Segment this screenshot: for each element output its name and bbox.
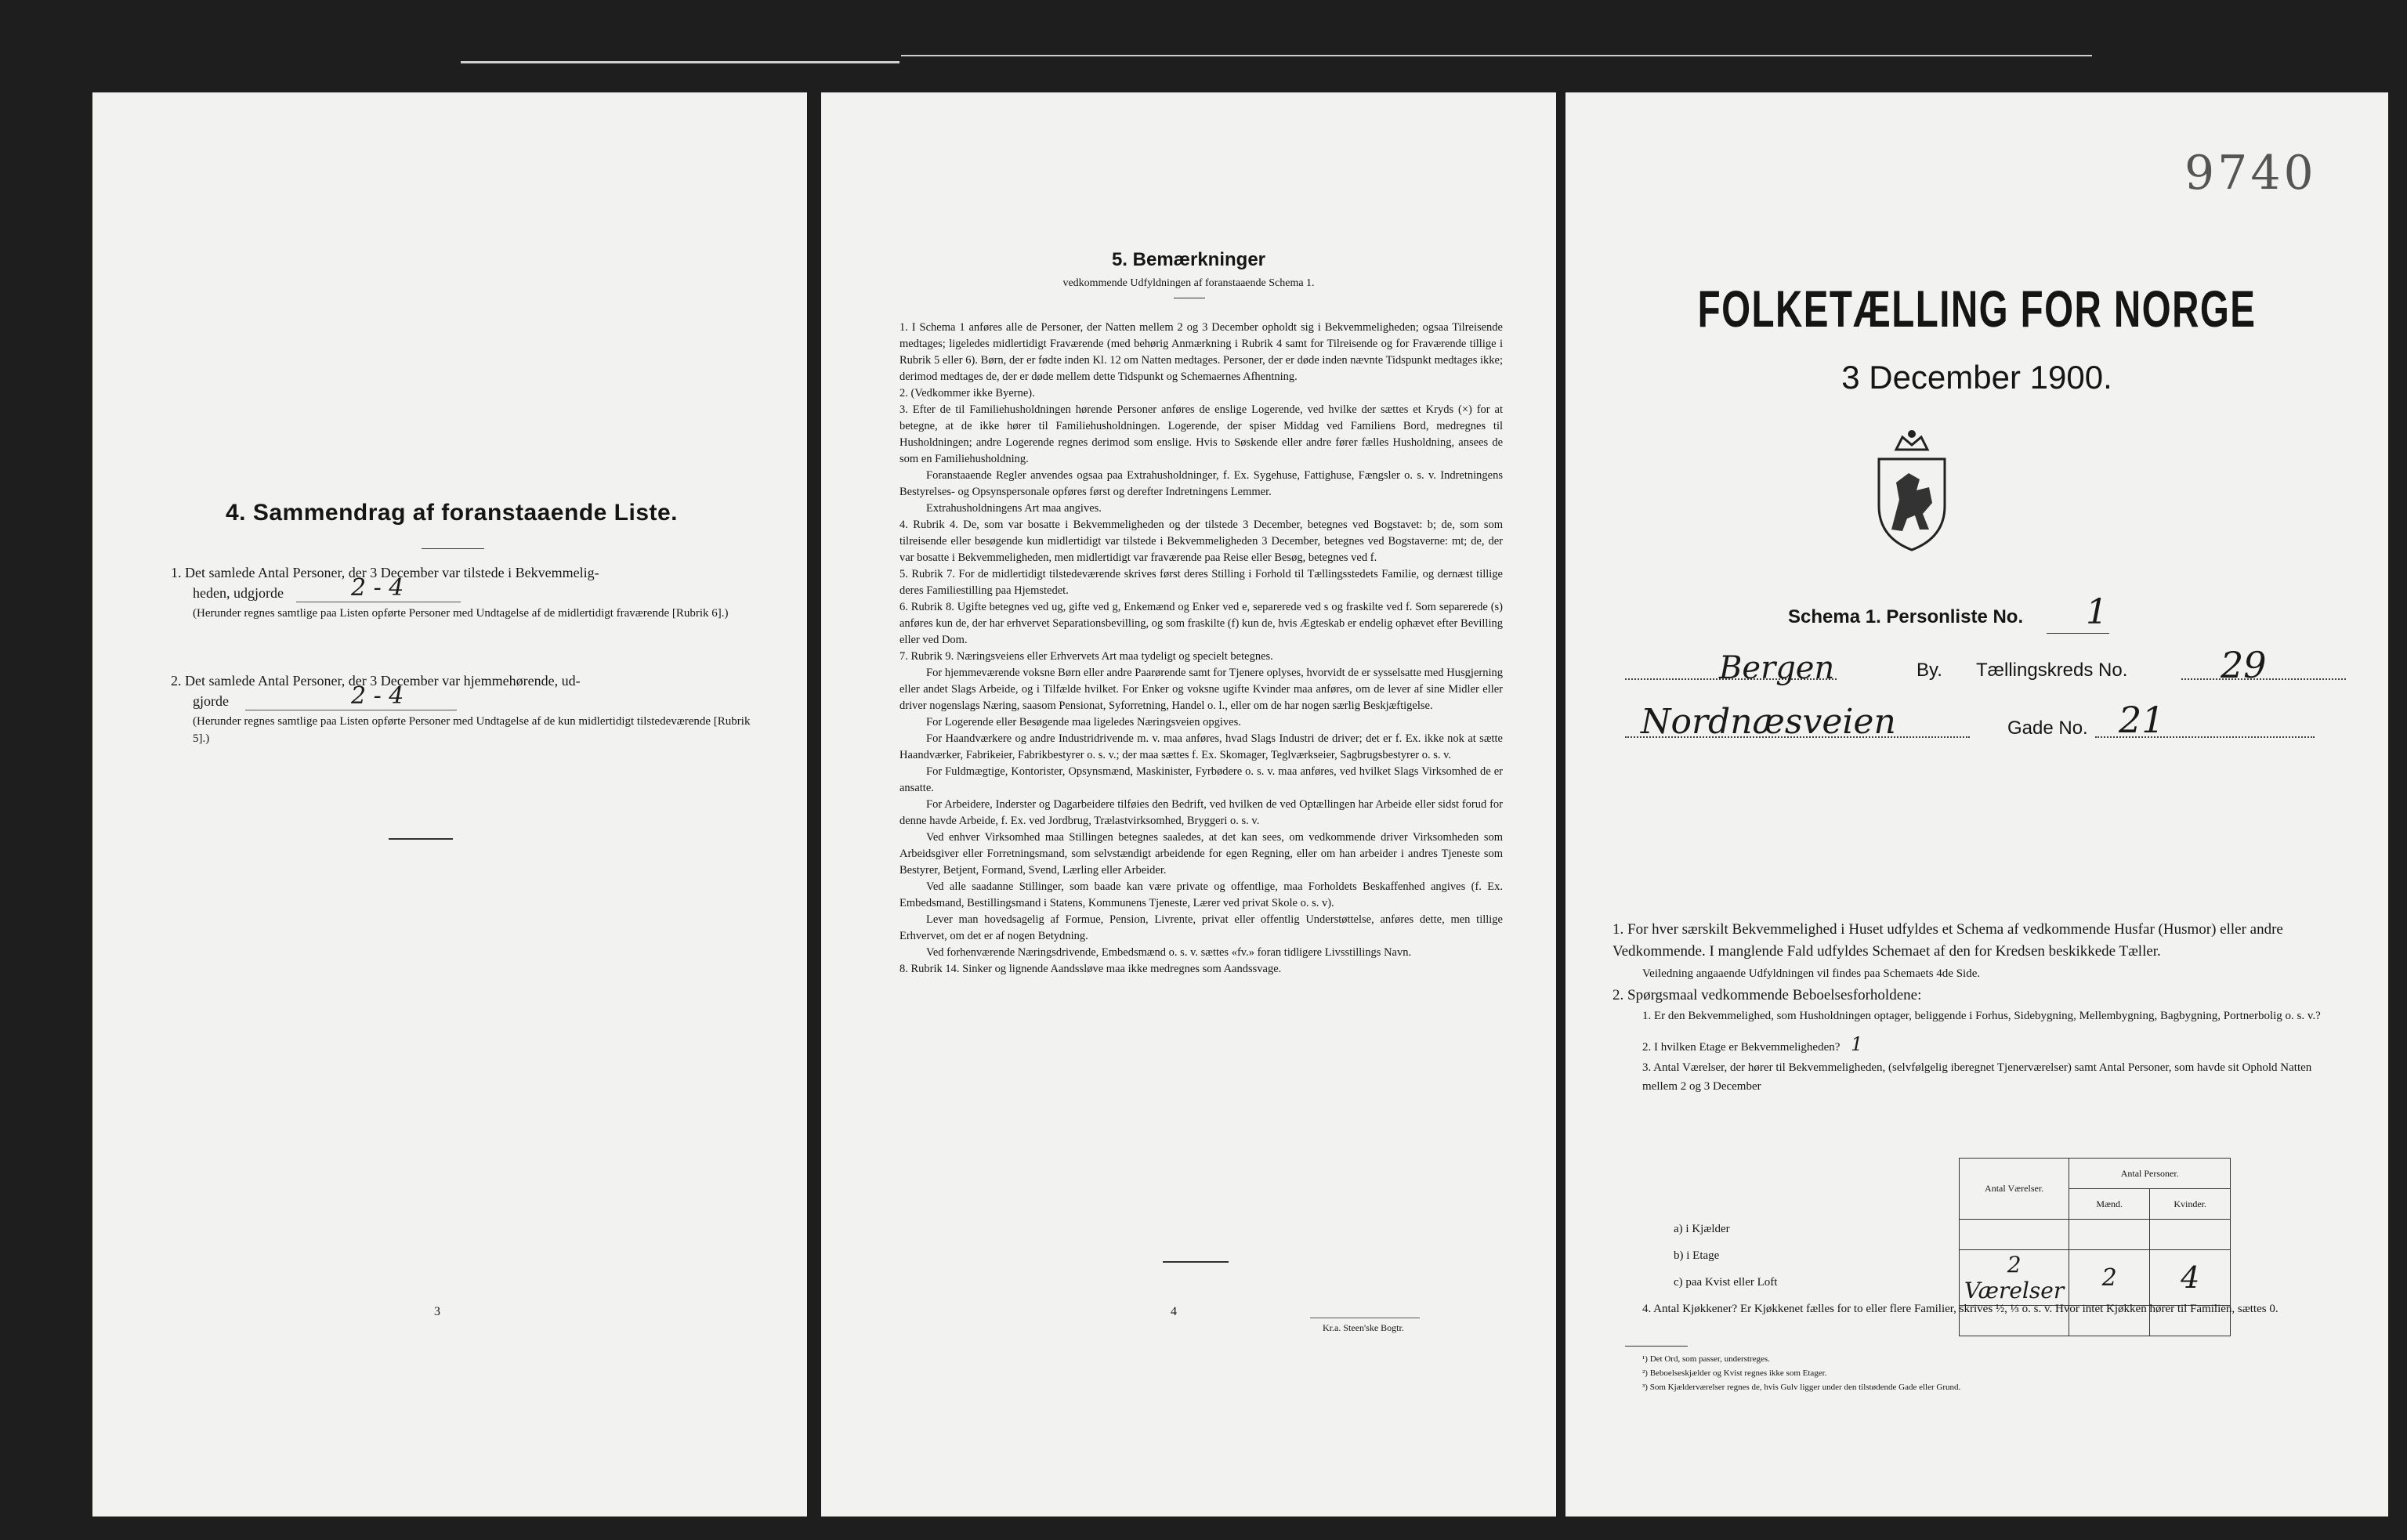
remark-paragraph: 2. (Vedkommer ikke Byerne). (899, 387, 1035, 399)
schema-fill (2047, 633, 2109, 634)
footnote-1: ¹) Det Ord, som passer, understreges. (1642, 1354, 1770, 1364)
row-a-label: a) i Kjælder (1674, 1223, 1730, 1235)
table-row (1960, 1250, 2231, 1306)
city-suffix: By. (1917, 660, 1942, 681)
footnotes (1642, 1352, 2347, 1394)
para-1: 1. For hver særskilt Bekvemmelighed i Huset udfyldes et Schema af vedkommende Husfar (Husmor) eller andre Vedkommende. I manglende Fald udfyldes Schemaet af den for Kredsen beskikkede Tæller. (1613, 921, 2283, 960)
street-label: Gade No. (2007, 718, 2088, 739)
top-edge-line (901, 55, 2092, 56)
remark-paragraph: Ved alle saadanne Stillinger, som baade kan være private og offentlige, maa Forholdets Beskaffenhed angives (f. Ex. Embedsmand, Bestillingsmand i Statens, Kommunens Tjeneste, Lærer ved privat Skole o. s. v). (899, 880, 1503, 909)
item1-handwritten: 2 - 4 (351, 574, 404, 602)
remark-paragraph: Ved enhver Virksomhed maa Stillingen betegnes saaledes, at det kan sees, om vedkommende driver Virksomheden som Arbeidsgiver eller Forretningsmand, som selvstændigt arbeidende for egen Regning, eller om han arbeider i andres Tjeneste som Bestyrer, Betjent, Formand, Svend, Lærling eller Arbeider. (899, 831, 1503, 877)
item2-line-b: gjorde (193, 693, 229, 709)
row-a-women (2150, 1220, 2231, 1250)
row-labels (1674, 1216, 1777, 1296)
instructions-body (1613, 919, 2349, 1096)
question-1: 1. Er den Bekvemmelighed, som Husholdningen optager, beliggende i Forhus, Sidebygning, Mellembygning, Bagbygning, Portnerbolig o. s. v.? (1642, 1010, 2321, 1022)
top-edge-line (461, 61, 899, 63)
question-2-answer: 1 (1851, 1033, 1863, 1055)
middle-page (821, 92, 1556, 1517)
district-number: 29 (2221, 644, 2267, 686)
right-page (1565, 92, 2388, 1517)
census-title: FOLKETÆLLING FOR NORGE (1697, 280, 2257, 338)
city-line (1625, 645, 2346, 692)
row-b-women: 4 (2150, 1250, 2231, 1306)
remarks-body (899, 320, 1503, 978)
street-handwritten: Nordnæsveien (1641, 702, 1896, 742)
item2-note: (Herunder regnes samtlige paa Listen opførte Personer med Undtagelse af de kun midlertidigt tilstedeværende [Rubrik 5].) (193, 715, 751, 745)
row-b-rooms: 2 Værelser (1960, 1250, 2069, 1306)
remark-paragraph: 3. Efter de til Familiehusholdningen hørende Personer anføres de enslige Logerende, ved hvilke der sættes et Kryds (×) for at betegne, at de ikke hører til Familiehusholdningen. Logerende, der spiser Middag ved Familiens Bord, medregnes til Husholdningen; andre Logerende regnes derimod som enslige. Hvis to Søskende eller andre fører fælles Husholdning, ansees de som en Familiehusholdning. (899, 403, 1503, 465)
header-persons: Antal Personer. (2069, 1159, 2231, 1189)
item1-line-b: heden, udgjorde (193, 585, 284, 601)
remarks-title: 5. Bemærkninger (1111, 249, 1266, 270)
remark-paragraph: For Fuldmægtige, Kontorister, Opsynsmænd, Maskinister, Fyrbødere o. s. v. maa anføres, ved hvilket Slags Virksomhed de er ansatte. (899, 765, 1503, 794)
para-2: 2. Spørgsmaal vedkommende Beboelsesforholdene: (1613, 987, 1922, 1003)
remark-paragraph: 4. Rubrik 4. De, som var bosatte i Bekvemmeligheden og der tilstede 3 December, betegnes ved Bogstavet: b; de, som som tilreisende eller besøgende kun midlertidigt var tilstede i Bekvemmeligheden 3 December, betegnes ved Bogstaverne: mt; de, der var bosatte i Bekvemmeligheden, men midlertidigt var fraværende paa Reise eller Besøg, betegnes ved f. (899, 519, 1503, 564)
row-b-men: 2 (2069, 1250, 2150, 1306)
footnote-3: ³) Som Kjælderværelser regnes de, hvis Gulv ligger under den tilstødende Gade eller Grund. (1642, 1383, 1961, 1392)
remark-paragraph: 6. Rubrik 8. Ugifte betegnes ved ug, gifte ved g, Enkemænd og Enker ved e, separerede ved s og fraskilte ved f. Som separerede (s) anføres kun de, der har erhvervet Separationsbevilling, og som fraskilte (f) kun de, hvis Ægteskab er endelig ophævet efter Bevilling eller ved Dom. (899, 601, 1503, 646)
remark-paragraph: For Logerende eller Besøgende maa ligeledes Næringsveien opgives. (926, 716, 1241, 728)
street-number-fill (2095, 736, 2315, 739)
header-men: Mænd. (2069, 1189, 2150, 1220)
question-4: 4. Antal Kjøkkener? Er Kjøkkenet fælles for to eller flere Familier, skrives ½, ⅓ o. s. v. Hvor intet Kjøkken hører til Familien, sættes 0. (1642, 1303, 2279, 1315)
summary-title: 4. Sammendrag af foranstaaende Liste. (226, 500, 679, 526)
street-line (1625, 699, 2346, 749)
remark-paragraph: Extrahusholdningens Art maa angives. (926, 502, 1102, 515)
question-3: 3. Antal Værelser, der hører til Bekvemmeligheden, (selvfølgelig iberegnet Tjenerværelser) samt Antal Personer, som havde sit Ophold Natten mellem 2 og 3 December (1642, 1061, 2312, 1093)
remark-paragraph: For hjemmeværende voksne Børn eller andre Paarørende samt for Tjenere oplyses, hvorvidt de er sysselsatte med Husgjerning eller andet Slags Arbeide, og i Tilfælde hvilket. For Enker og voksne ugifte Kvinder maa anføres, om de lever af sine Midler eller driver nogenslags Næring, saasom Pensionat, Syforretning, Handel o. l., eller om de har nogen særlig Beskjæftigelse. (899, 667, 1503, 712)
remark-paragraph: Foranstaaende Regler anvendes ogsaa paa Extrahusholdninger, f. Ex. Sygehuse, Fattighuse, Fængsler o. s. v. Indretningens Bestyrelses- og Opsynspersonale opføres først og derefter Indretningens Lemmer. (899, 469, 1503, 498)
footnote-rule (1625, 1346, 1688, 1347)
city-handwritten: Bergen (1719, 650, 1835, 686)
census-date: 3 December 1900. (1841, 359, 2112, 396)
summary-item-2 (171, 671, 751, 747)
remark-paragraph: Ved forhenværende Næringsdrivende, Embedsmænd o. s. v. sættes «fv.» foran tidligere Livsstillings Navn. (926, 946, 1412, 959)
end-rule (1163, 1261, 1229, 1263)
para-1-note: Veiledning angaaende Udfyldningen vil findes paa Schemaets 4de Side. (1642, 967, 1981, 980)
schema-line (1788, 592, 2195, 638)
item1-line-a: 1. Det samlede Antal Personer, der 3 December var tilstede i Bekvemmelig- (171, 565, 599, 580)
row-a-rooms (1960, 1220, 2069, 1250)
item1-note: (Herunder regnes samtlige paa Listen opførte Personer med Undtagelse af de midlertidigt fraværende [Rubrik 6].) (193, 607, 729, 620)
row-a-men (2069, 1220, 2150, 1250)
header-rooms: Antal Værelser. (1960, 1159, 2069, 1220)
district-label: Tællingskreds No. (1976, 660, 2128, 681)
street-fill (1625, 736, 1970, 739)
schema-label: Schema 1. Personliste No. (1788, 606, 2024, 627)
remark-paragraph: 8. Rubrik 14. Sinker og lignende Aandssløve maa ikke medregnes som Aandssvage. (899, 963, 1282, 975)
printer-mark: Kr.a. Steen'ske Bogtr. (1323, 1322, 1404, 1333)
remark-paragraph: For Arbeidere, Inderster og Dagarbeidere tilføies den Bedrift, ved hvilken de ved Optællingen har Arbeide eller sidst forud for denne havde Arbeide, f. Ex. ved Jordbrug, Trælastvirksomhed, Bryggeri o. s. v. (899, 798, 1503, 827)
table-row (1960, 1220, 2231, 1250)
stamp-number: 9740 (2184, 146, 2317, 201)
question-2: 2. I hvilken Etage er Bekvemmeligheden? (1642, 1041, 1841, 1054)
item1-line-b-wrap (171, 574, 751, 605)
page-number-4: 4 (1171, 1305, 1177, 1318)
item2-line-b-wrap (171, 682, 751, 713)
remark-paragraph: 5. Rubrik 7. For de midlertidigt tilstedeværende skrives først deres Stilling i Forhold til Tællingsstedets Familie, og dernæst tillige deres Familiestilling paa Hjemstedet. (899, 568, 1503, 597)
title-rule (422, 548, 484, 549)
page-number-3: 3 (434, 1305, 440, 1318)
summary-item-1 (171, 562, 751, 622)
remark-paragraph: Lever man hovedsagelig af Formue, Pension, Livrente, privat eller offentlig Understøttelse, anføres dette, men tillige Erhvervet, om det er af nogen Betydning. (899, 913, 1503, 942)
footnote-2: ²) Beboelseskjælder og Kvist regnes ikke som Etager. (1642, 1368, 1827, 1378)
header-women: Kvinder. (2150, 1189, 2231, 1220)
remark-paragraph: 7. Rubrik 9. Næringsveiens eller Erhvervets Art maa tydeligt og specielt betegnes. (899, 650, 1273, 663)
schema-number: 1 (2086, 592, 2108, 632)
coat-of-arms-icon (1865, 428, 1959, 553)
item2-line-a: 2. Det samlede Antal Personer, der 3 December var hjemmehørende, ud- (171, 673, 581, 689)
left-page (92, 92, 807, 1517)
remark-paragraph: For Haandværkere og andre Industridrivende m. v. maa anføres, hvad Slags Industri de driver; det er f. Ex. ikke nok at sætte Haandværker, Fabrikeier, Fabrikbestyrer o. s. v.; der maa sættes f. Ex. Skomager, Teglværkseier, Sagbrugsbestyrer o. s. v. (899, 732, 1503, 761)
separator-rule (389, 838, 453, 840)
remark-paragraph: 1. I Schema 1 anføres alle de Personer, der Natten mellem 2 og 3 December opholdt sig i Bekvemmeligheden; ogsaa Tilreisende medtages; ligeledes midlertidigt Fraværende (med behørig Anmærkning i Rubrik 4 samt for Tilreisende og for Fraværende tillige i Rubrik 5 eller 6). Børn, der er fødte inden Kl. 12 om Natten medtages. Personer, der er døde inden nævnte Tidspunkt medtages ikke; derimod medtages de, der er døde mellem dette Tidspunkt og Schemaernes Afhentning. (899, 321, 1503, 383)
remarks-subtitle: vedkommende Udfyldningen af foranstaaende Schema 1. (1062, 277, 1315, 289)
row-c-label: c) paa Kvist eller Loft (1674, 1276, 1778, 1289)
district-fill (2181, 678, 2346, 681)
question-2-wrap (1613, 1033, 2349, 1058)
item2-handwritten: 2 - 4 (351, 682, 404, 710)
row-b-label: b) i Etage (1674, 1249, 1720, 1262)
street-number: 21 (2119, 699, 2165, 741)
